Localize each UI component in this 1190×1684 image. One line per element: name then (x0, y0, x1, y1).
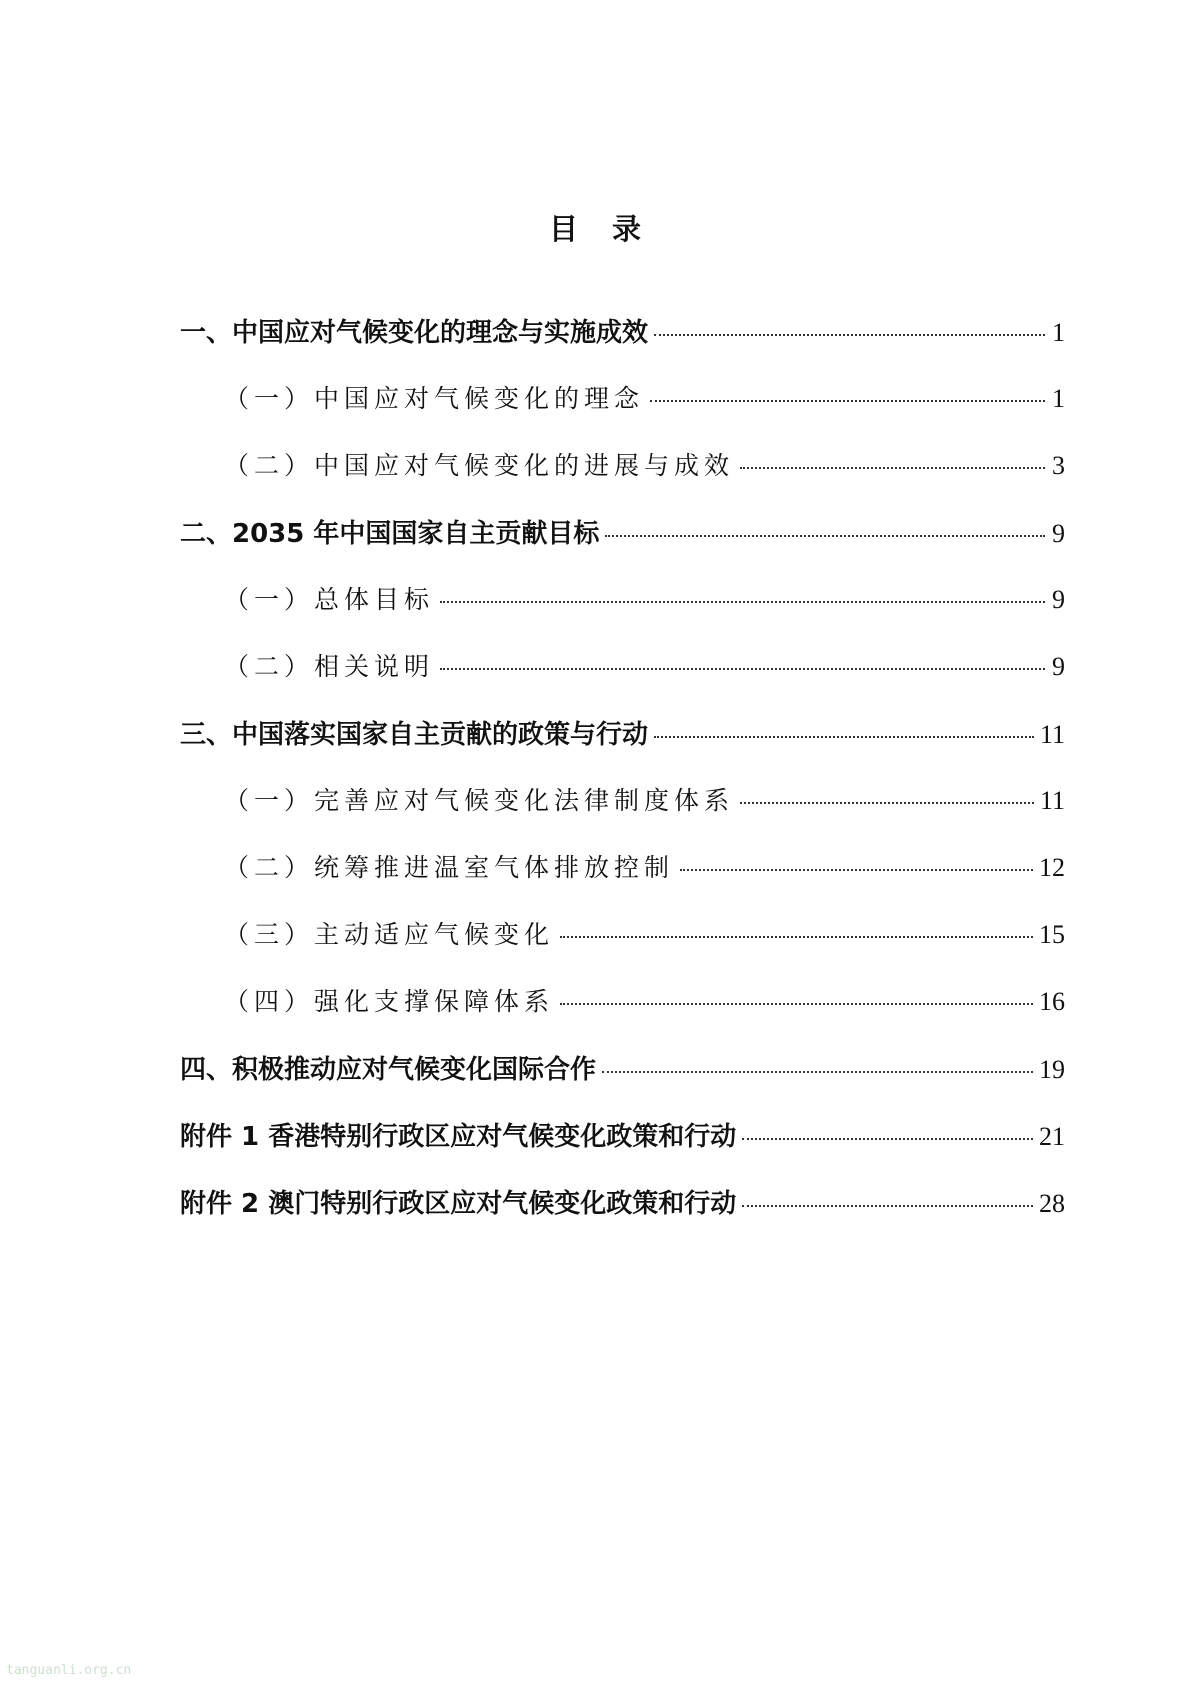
toc-entry-label: 三、中国落实国家自主贡献的政策与行动 (180, 720, 649, 750)
toc-leader-dots (742, 1138, 1033, 1140)
toc-entry-section-3-2[interactable] (180, 848, 1065, 915)
toc-entry-page-number: 28 (1039, 1189, 1065, 1218)
watermark-text: tanguanli.org.cn (6, 1663, 132, 1678)
toc-leader-dots (742, 1205, 1033, 1207)
toc-entry-page-number: 19 (1039, 1055, 1065, 1084)
toc-entry-page-number: 9 (1052, 519, 1065, 548)
toc-leader-dots (602, 1071, 1033, 1073)
toc-entry-page-number: 1 (1052, 384, 1065, 413)
toc-entry-label: （二）统筹推进温室气体排放控制 (224, 853, 675, 882)
toc-entry-page-number: 9 (1052, 585, 1065, 614)
toc-entry-label: 二、2035 年中国国家自主贡献目标 (180, 519, 600, 549)
toc-entry-section-2-2[interactable] (180, 647, 1065, 714)
toc-leader-dots (680, 869, 1033, 871)
toc-entry-appendix-1[interactable] (180, 1116, 1065, 1183)
toc-entry-page-number: 3 (1052, 451, 1065, 480)
page-title (0, 207, 1190, 248)
toc-entry-section-1-2[interactable] (180, 446, 1065, 513)
toc-entry-section-1[interactable] (180, 312, 1065, 379)
toc-leader-dots (560, 1003, 1033, 1005)
toc-entry-page-number: 16 (1039, 987, 1065, 1016)
toc-entry-label: 附件 1 香港特别行政区应对气候变化政策和行动 (180, 1122, 737, 1152)
toc-entry-page-number: 21 (1039, 1122, 1065, 1151)
toc-leader-dots (440, 668, 1045, 670)
toc-entry-label: （二）相关说明 (224, 652, 435, 681)
toc-entry-section-3-1[interactable] (180, 781, 1065, 848)
toc-entry-label: （一）总体目标 (224, 585, 435, 614)
page-title-part-1: 目 (548, 212, 578, 246)
toc-entry-section-1-1[interactable] (180, 379, 1065, 446)
toc-entry-section-3-4[interactable] (180, 982, 1065, 1049)
toc-entry-page-number: 1 (1052, 318, 1065, 347)
toc-leader-dots (440, 601, 1045, 603)
toc-leader-dots (740, 802, 1034, 804)
toc-entry-section-4[interactable] (180, 1049, 1065, 1116)
toc-entry-label: （一）中国应对气候变化的理念 (224, 384, 645, 413)
toc-entry-label: 附件 2 澳门特别行政区应对气候变化政策和行动 (180, 1189, 737, 1219)
toc-leader-dots (560, 936, 1033, 938)
toc-leader-dots (654, 736, 1034, 738)
toc-entry-appendix-2[interactable] (180, 1183, 1065, 1250)
toc-entry-section-3[interactable] (180, 714, 1065, 781)
toc-entry-section-3-3[interactable] (180, 915, 1065, 982)
table-of-contents (180, 312, 1065, 1250)
toc-entry-label: （四）强化支撑保障体系 (224, 987, 555, 1016)
toc-leader-dots (605, 535, 1045, 537)
toc-entry-page-number: 12 (1039, 853, 1065, 882)
toc-entry-page-number: 11 (1039, 720, 1065, 749)
toc-leader-dots (740, 467, 1045, 469)
toc-entry-label: （三）主动适应气候变化 (224, 920, 555, 949)
toc-entry-page-number: 15 (1039, 920, 1065, 949)
toc-entry-page-number: 11 (1039, 786, 1065, 815)
toc-leader-dots (654, 334, 1045, 336)
toc-entry-page-number: 9 (1052, 652, 1065, 681)
toc-leader-dots (650, 400, 1045, 402)
toc-entry-label: 四、积极推动应对气候变化国际合作 (180, 1055, 597, 1085)
toc-entry-section-2[interactable] (180, 513, 1065, 580)
toc-entry-label: （一）完善应对气候变化法律制度体系 (224, 786, 735, 815)
toc-entry-section-2-1[interactable] (180, 580, 1065, 647)
toc-entry-label: 一、中国应对气候变化的理念与实施成效 (180, 318, 649, 348)
toc-entry-label: （二）中国应对气候变化的进展与成效 (224, 451, 735, 480)
page-title-part-2: 录 (612, 212, 642, 246)
